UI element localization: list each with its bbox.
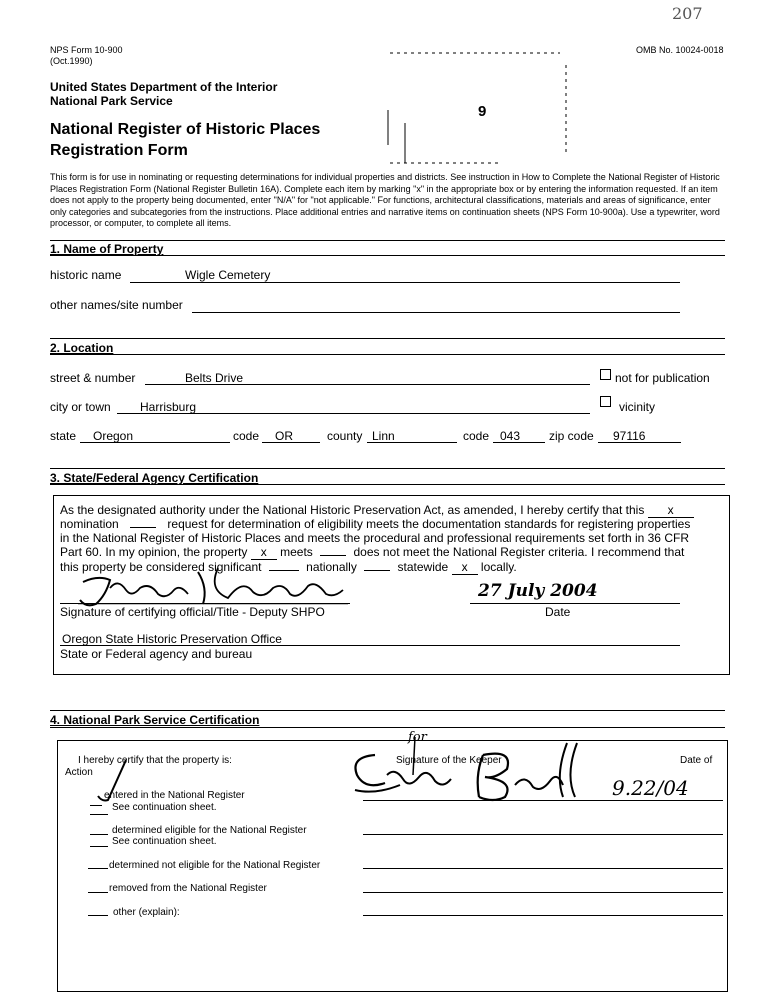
- state-label: state: [50, 429, 77, 443]
- form-number: NPS Form 10-900: [50, 45, 123, 55]
- historic-name-label: historic name: [50, 268, 122, 282]
- agency-value: Oregon State Historic Preservation Office: [62, 632, 282, 646]
- agency-label: State or Federal agency and bureau: [60, 647, 253, 661]
- cert-locally: locally.: [480, 560, 517, 574]
- section-3-heading: 3. State/Federal Agency Certification: [50, 471, 259, 485]
- historic-name-value: Wigle Cemetery: [185, 268, 271, 282]
- stamp-digit: 9: [478, 103, 487, 120]
- zip-label: zip code: [549, 429, 594, 443]
- intro-text: This form is for use in nominating or requesting determinations for individual properties and districts. See instruction in How to Complete the National Register of Historic Places Registration Form (National Register Bulletin 16A). Complete each item by marking "x" in the appropriate box or by entering the information requested. If an item does not apply to the property being documented, enter "N/A" for "not applicable." For functions, architectural classifications, materials and areas of significance, enter only categories and subcategories from the instructions. Place additional entries and narrative items on continuation sheets (NPS Form 10-900a). Use a typewriter, word processor, or computer, to complete all items.: [50, 172, 720, 228]
- section-2-heading: 2. Location: [50, 341, 114, 355]
- street-label: street & number: [50, 371, 136, 385]
- cert-nationally: nationally: [306, 560, 357, 574]
- opt-other: other (explain):: [113, 907, 180, 918]
- city-label: city or town: [50, 400, 111, 414]
- county-code-value: 043: [500, 429, 521, 443]
- sig-official-label: Signature of certifying official/Title - Deputy SHPO: [60, 605, 325, 619]
- opt-removed: removed from the National Register: [109, 883, 267, 894]
- page-title: National Register of Historic Places: [50, 121, 321, 138]
- county-code-label: code: [463, 429, 490, 443]
- cert-mark-nomination: x: [667, 503, 674, 517]
- keeper-date-label: Date of: [680, 755, 713, 766]
- city-value: Harrisburg: [140, 400, 197, 414]
- cert-date-value: 27 July 2004: [478, 581, 598, 601]
- service: National Park Service: [50, 94, 173, 108]
- cert-mark-meets: x: [260, 545, 267, 559]
- opt-det-eligible-see: See continuation sheet.: [112, 836, 217, 847]
- page-subtitle: Registration Form: [50, 142, 188, 159]
- cert-meets: meets: [280, 545, 313, 559]
- department: United States Department of the Interior: [50, 80, 278, 94]
- cert-line-5a: this property be considered significant: [60, 560, 262, 574]
- street-value: Belts Drive: [185, 371, 244, 385]
- cert-line-4a: Part 60. In my opinion, the property: [60, 545, 248, 559]
- opt-det-eligible: determined eligible for the National Register: [112, 825, 307, 836]
- keeper-certify-label: I hereby certify that the property is:: [78, 755, 232, 766]
- state-code-label: code: [233, 429, 260, 443]
- cert-mark-locally: x: [461, 560, 468, 574]
- state-value: Oregon: [93, 429, 134, 443]
- cert-line-3: in the National Register of Historic Places and meets the procedural and professional requirements set forth in 36 CFR: [60, 531, 689, 545]
- keeper-date-value: 9.22/04: [612, 776, 689, 800]
- not-for-publication-checkbox[interactable]: [600, 369, 611, 380]
- county-value: Linn: [372, 429, 395, 443]
- not-for-publication-label: not for publication: [615, 371, 710, 385]
- keeper-signature: [345, 735, 595, 810]
- cert-line-1: As the designated authority under the National Historic Preservation Act, as amended, I hereby certify that this: [60, 503, 645, 517]
- section-1-heading: 1. Name of Property: [50, 242, 164, 256]
- opt-entered-see: See continuation sheet.: [112, 802, 217, 813]
- zip-value: 97116: [613, 429, 646, 443]
- cert-statewide: statewide: [397, 560, 449, 574]
- cert-line-2: request for determination of eligibility meets the documentation standards for registering properties: [167, 517, 691, 531]
- keeper-for-note: for: [408, 730, 427, 745]
- state-code-value: OR: [275, 429, 293, 443]
- keeper-action-label: Action: [65, 767, 93, 778]
- county-label: county: [327, 429, 363, 443]
- form-date: (Oct.1990): [50, 56, 93, 66]
- section-4-heading: 4. National Park Service Certification: [50, 713, 260, 727]
- omb-number: OMB No. 10024-0018: [636, 45, 724, 55]
- keeper-signature-label: Signature of the Keeper: [396, 755, 502, 766]
- vicinity-label: vicinity: [619, 400, 656, 414]
- opt-det-not-eligible: determined not eligible for the National Register: [109, 860, 321, 871]
- cert-line-4c: does not meet the National Register criteria. I recommend that: [353, 545, 685, 559]
- date-label: Date: [545, 605, 571, 619]
- cert-nomination: nomination: [60, 517, 119, 531]
- corner-mark: 207: [672, 4, 703, 23]
- vicinity-checkbox[interactable]: [600, 396, 611, 407]
- other-names-label: other names/site number: [50, 298, 183, 312]
- opt-entered: entered in the National Register: [104, 790, 245, 801]
- receipt-stamp: [380, 45, 570, 170]
